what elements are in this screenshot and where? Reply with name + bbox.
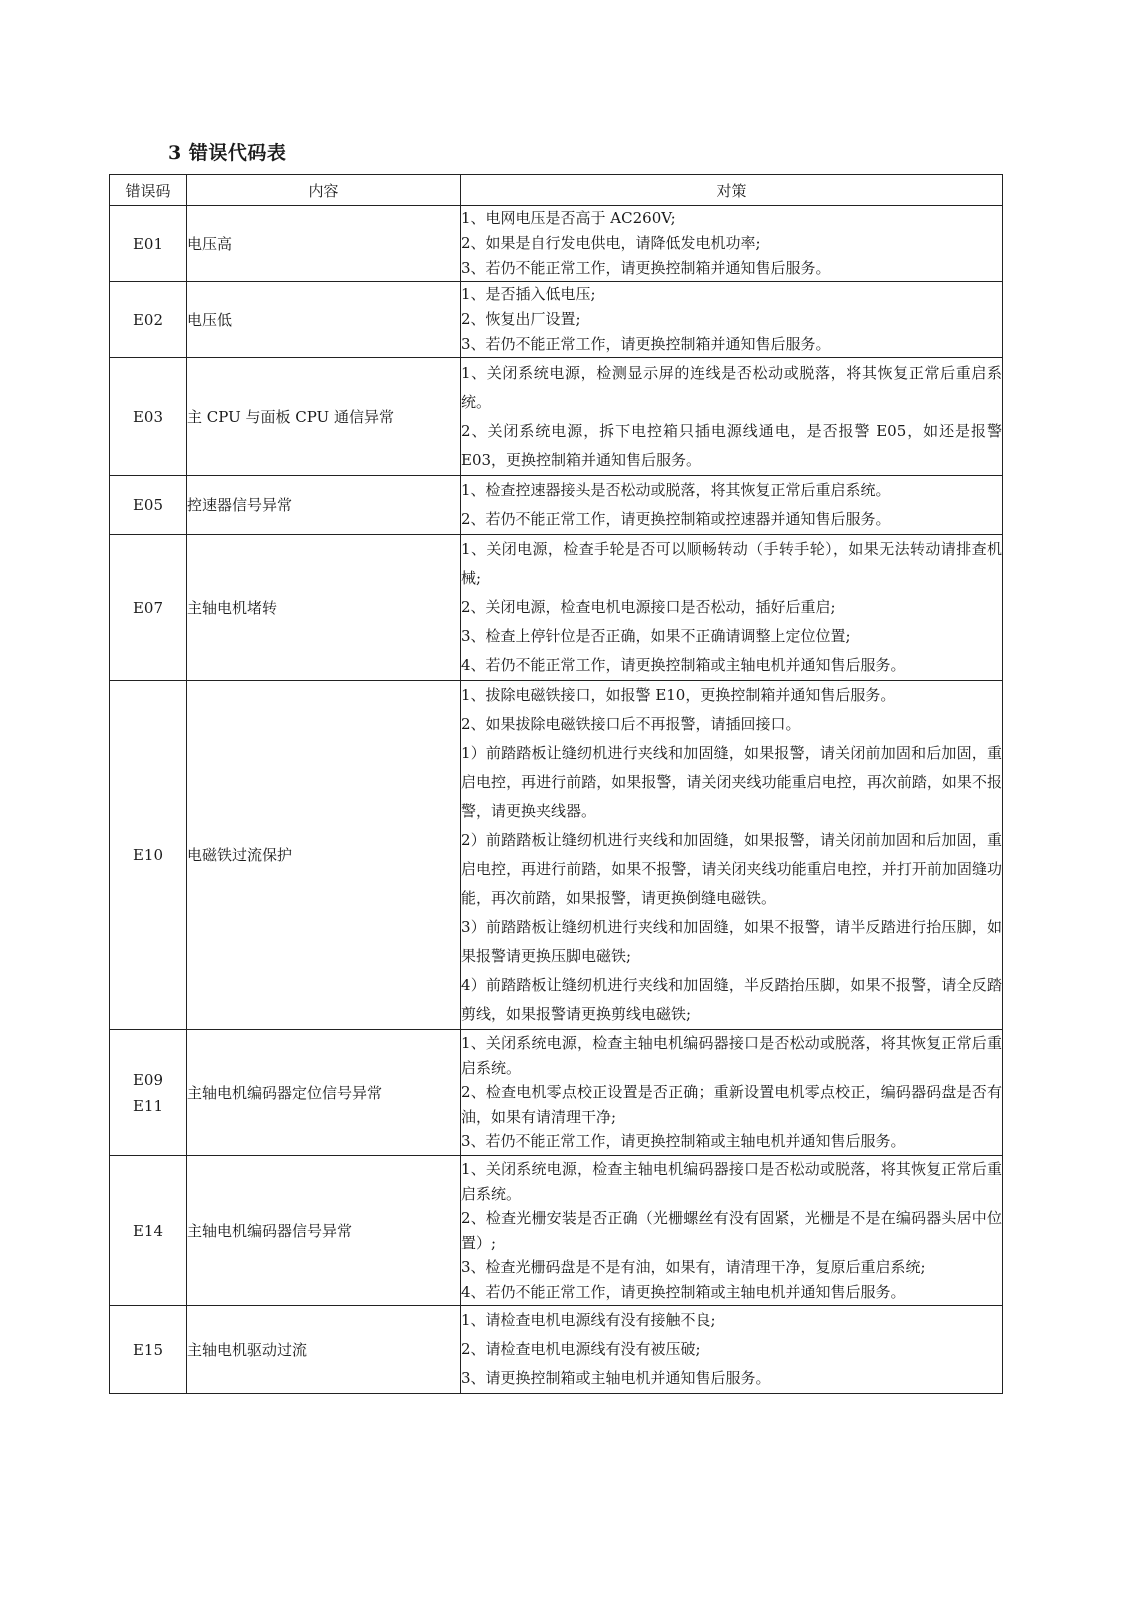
measures-cell [461, 476, 1003, 535]
measure-line: 3、若仍不能正常工作，请更换控制箱并通知售后服务。 [461, 259, 831, 277]
measures-cell [461, 1306, 1003, 1394]
measure-line: 2、若仍不能正常工作，请更换控制箱或控速器并通知售后服务。 [461, 510, 891, 528]
measure-line: 3）前踏踏板让缝纫机进行夹线和加固缝，如果不报警，请半反踏进行抬压脚，如果报警请更换压脚电磁铁; [461, 918, 1002, 965]
measure-line: 2、恢复出厂设置; [461, 310, 581, 328]
measure-line: 3、检查上停针位是否正确，如果不正确请调整上定位位置; [461, 627, 851, 645]
table-row [110, 206, 1003, 282]
content-cell: 主轴电机编码器信号异常 [187, 1156, 461, 1306]
measure-line: 2、如果是自行发电供电，请降低发电机功率; [461, 234, 761, 252]
measure-line: 3、若仍不能正常工作，请更换控制箱并通知售后服务。 [461, 335, 831, 353]
error-code-cell [110, 358, 187, 476]
table-row [110, 1030, 1003, 1156]
error-code-table [109, 174, 1003, 1394]
measure-line: 2、关闭电源，检查电机电源接口是否松动，插好后重启; [461, 598, 836, 616]
measures-cell [461, 358, 1003, 476]
content-cell: 主 CPU 与面板 CPU 通信异常 [187, 358, 461, 476]
error-code-cell [110, 1156, 187, 1306]
measures-cell [461, 535, 1003, 681]
content-cell: 电磁铁过流保护 [187, 681, 461, 1030]
error-code-cell [110, 681, 187, 1030]
table-row [110, 358, 1003, 476]
error-code: E11 [132, 1096, 164, 1115]
error-code-cell [110, 1306, 187, 1394]
measures-cell [461, 1156, 1003, 1306]
measures-cell [461, 1030, 1003, 1156]
content-cell: 主轴电机堵转 [187, 535, 461, 681]
error-code: E10 [132, 846, 164, 864]
measure-line: 3、请更换控制箱或主轴电机并通知售后服务。 [461, 1369, 771, 1387]
error-code: E09 [132, 1070, 164, 1089]
error-code: E05 [132, 496, 164, 514]
table-row [110, 681, 1003, 1030]
measure-line: 1、电网电压是否高于 AC260V; [461, 209, 676, 227]
measures-cell [461, 681, 1003, 1030]
header-error-code: 错误码 [110, 175, 187, 206]
measure-line: 1、请检查电机电源线有没有接触不良; [461, 1311, 716, 1329]
table-row [110, 282, 1003, 358]
measure-line: 2、检查光栅安装是否正确（光栅螺丝有没有固紧，光栅是不是在编码器头居中位置）; [461, 1209, 1002, 1252]
error-code: E01 [132, 234, 164, 253]
error-code-cell [110, 476, 187, 535]
measure-line: 3、检查光栅码盘是不是有油，如果有，请清理干净，复原后重启系统; [461, 1258, 926, 1276]
content-cell: 主轴电机编码器定位信号异常 [187, 1030, 461, 1156]
table-header-row [110, 175, 1003, 206]
measure-line: 4、若仍不能正常工作，请更换控制箱或主轴电机并通知售后服务。 [461, 1282, 906, 1301]
error-code: E03 [132, 407, 164, 426]
error-code: E02 [132, 310, 164, 329]
error-code: E14 [132, 1221, 164, 1240]
error-code-cell [110, 535, 187, 681]
measure-line: 2、检查电机零点校正设置是否正确；重新设置电机零点校正，编码器码盘是否有油，如果有请清理干净; [461, 1083, 1002, 1126]
header-measures: 对策 [461, 175, 1003, 206]
error-code: E07 [132, 598, 164, 617]
header-content: 内容 [187, 175, 461, 206]
content-cell: 主轴电机驱动过流 [187, 1306, 461, 1394]
table-row [110, 1156, 1003, 1306]
table-row [110, 476, 1003, 535]
measure-line: 2、关闭系统电源，拆下电控箱只插电源线通电，是否报警 E05，如还是报警 E03，更换控制箱并通知售后服务。 [461, 421, 1002, 469]
measure-line: 1、是否插入低电压; [461, 285, 596, 303]
measure-line: 1）前踏踏板让缝纫机进行夹线和加固缝，如果报警，请关闭前加固和后加固，重启电控，再进行前踏，如果报警，请关闭夹线功能重启电控，再次前踏，如果不报警，请更换夹线器。 [461, 744, 1002, 820]
table-row [110, 535, 1003, 681]
measure-line: 2）前踏踏板让缝纫机进行夹线和加固缝，如果报警，请关闭前加固和后加固，重启电控，再进行前踏，如果不报警，请关闭夹线功能重启电控，并打开前加固缝功能，再次前踏，如果报警，请更换倒缝电磁铁。 [461, 831, 1002, 907]
measure-line: 1、检查控速器接头是否松动或脱落，将其恢复正常后重启系统。 [461, 481, 891, 499]
measures-cell [461, 282, 1003, 358]
content-cell: 控速器信号异常 [187, 476, 461, 535]
content-cell: 电压高 [187, 206, 461, 282]
measure-line: 2、请检查电机电源线有没有被压破; [461, 1340, 701, 1358]
measure-line: 1、关闭系统电源，检查主轴电机编码器接口是否松动或脱落，将其恢复正常后重启系统。 [461, 1034, 1002, 1077]
error-code-cell [110, 1030, 187, 1156]
table-row [110, 1306, 1003, 1394]
content-cell: 电压低 [187, 282, 461, 358]
measure-line: 4）前踏踏板让缝纫机进行夹线和加固缝，半反踏抬压脚，如果不报警，请全反踏剪线，如果报警请更换剪线电磁铁; [461, 976, 1002, 1023]
error-code-cell [110, 282, 187, 358]
error-code-cell [110, 206, 187, 282]
section-title: 3 错误代码表 [168, 142, 287, 164]
measures-cell [461, 206, 1003, 282]
measure-line: 1、关闭系统电源，检查主轴电机编码器接口是否松动或脱落，将其恢复正常后重启系统。 [461, 1160, 1002, 1203]
measure-line: 1、关闭电源，检查手轮是否可以顺畅转动（手转手轮），如果无法转动请排查机械; [461, 540, 1002, 587]
measure-line: 1、关闭系统电源，检测显示屏的连线是否松动或脱落，将其恢复正常后重启系统。 [461, 363, 1002, 411]
measure-line: 2、如果拔除电磁铁接口后不再报警，请插回接口。 [461, 715, 801, 733]
measure-line: 1、拔除电磁铁接口，如报警 E10，更换控制箱并通知售后服务。 [461, 686, 896, 704]
error-code: E15 [132, 1340, 164, 1359]
measure-line: 4、若仍不能正常工作，请更换控制箱或主轴电机并通知售后服务。 [461, 656, 906, 674]
measure-line: 3、若仍不能正常工作，请更换控制箱或主轴电机并通知售后服务。 [461, 1132, 906, 1151]
